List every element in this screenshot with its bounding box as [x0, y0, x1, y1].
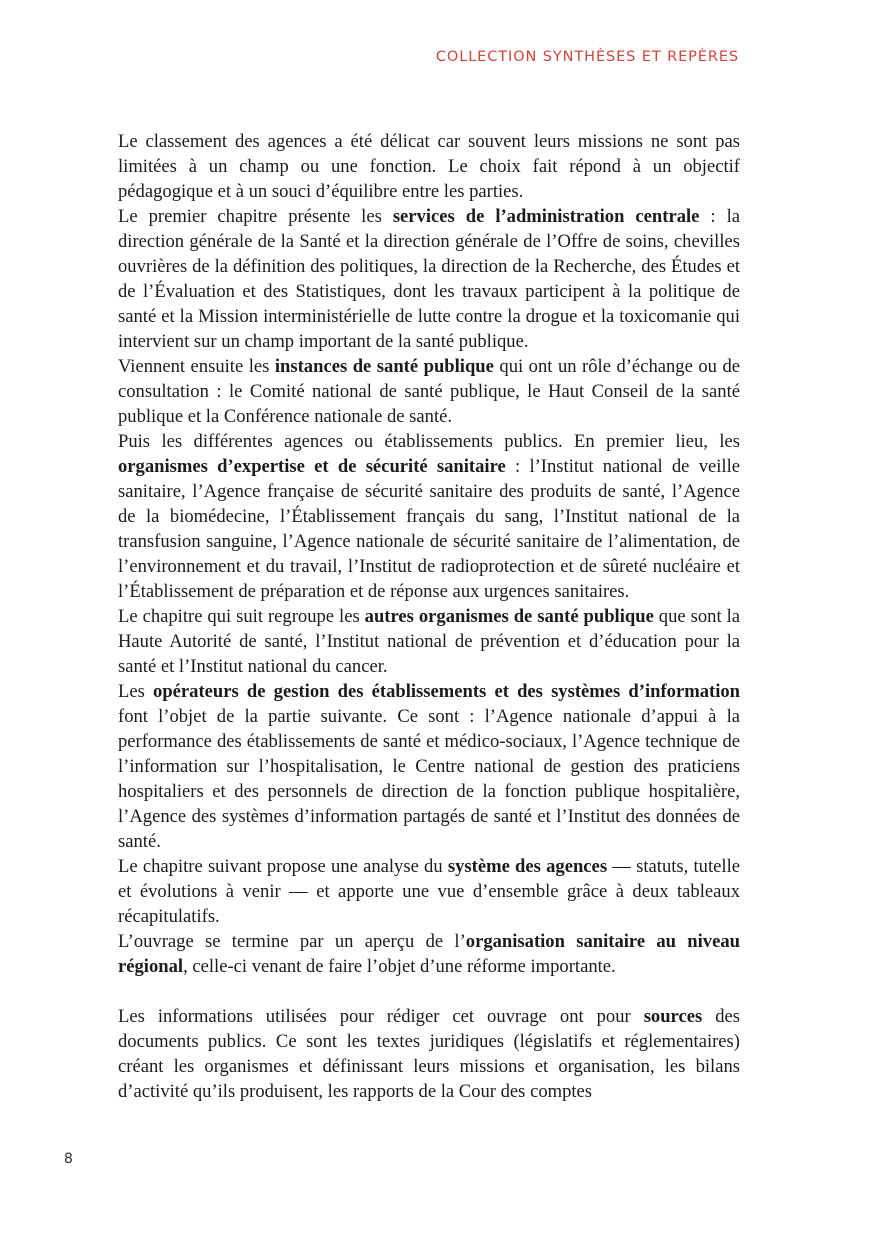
paragraph-1-text: Le classement des agences a été délicat car souvent leurs missions ne sont pas limitées à un champ ou une fonction. Le choix fait répond à un objectif pédagogique et à un souci d’équilibre entre les parties.	[118, 131, 740, 202]
paragraph-5-pre: Le chapitre qui suit regroupe les	[118, 606, 365, 627]
paragraph-6-pre: Les	[118, 681, 154, 702]
body-text	[118, 129, 740, 1104]
paragraph-6-bold: opérateurs de gestion des établissements et des systèmes d’information	[153, 681, 740, 702]
paragraph-1	[118, 129, 740, 204]
paragraph-8-post: , celle-ci venant de faire l’objet d’une réforme importante.	[183, 956, 616, 977]
paragraph-6	[118, 679, 740, 854]
paragraph-8-pre: L’ouvrage se termine par un aperçu de l’	[118, 931, 466, 952]
paragraph-3-bold: instances de santé publique	[274, 356, 494, 377]
paragraph-7-pre: Le chapitre suivant propose une analyse du	[118, 856, 448, 877]
paragraph-8	[118, 929, 740, 979]
paragraph-7-post: — statuts, tutelle et évolutions à venir — et apporte une vue d’ensemble grâce à deux tableaux récapitulatifs.	[118, 856, 740, 927]
paragraph-5-post: que sont la Haute Autorité de santé, l’Institut national de prévention et d’éducation pour la santé et l’Institut national du cancer.	[118, 606, 740, 677]
paragraph-3-pre: Viennent ensuite les	[118, 356, 275, 377]
paragraph-2-pre: Le premier chapitre présente les	[118, 206, 393, 227]
paragraph-7-bold: système des agences	[447, 856, 608, 877]
paragraph-4-post: : l’Institut national de veille sanitaire, l’Agence française de sécurité sanitaire des produits de santé, l’Agence de la biomédecine, l’Établissement français du sang, l’Institut national de la transfusion sanguine, l’Agence nationale de sécurité sanitaire de l’alimentation, de l’environnement et du travail, l’Institut de radioprotection et de sûreté nucléaire et l’Établissement de préparation et de réponse aux urgences sanitaires.	[118, 456, 740, 602]
paragraph-2	[118, 204, 740, 354]
page-number: 8	[64, 1151, 73, 1167]
paragraph-9-pre: Les informations utilisées pour rédiger cet ouvrage ont pour	[118, 1006, 644, 1027]
paragraph-8-bold: organisation sanitaire au niveau régional	[118, 931, 740, 977]
paragraph-2-bold: services de l’administration centrale	[392, 206, 700, 227]
paragraph-3-post: qui ont un rôle d’échange ou de consultation : le Comité national de santé publique, le Haut Conseil de la santé publique et la Conférence nationale de santé.	[118, 356, 740, 427]
paragraph-4	[118, 429, 740, 604]
paragraph-6-post: font l’objet de la partie suivante. Ce sont : l’Agence nationale d’appui à la performance des établissements de santé et médico-sociaux, l’Agence technique de l’information sur l’hospitalisation, le Centre national de gestion des praticiens hospitaliers et des personnels de direction de la fonction publique hospitalière, l’Agence des systèmes d’information partagés de santé et l’Institut des données de santé.	[118, 706, 740, 852]
paragraph-3	[118, 354, 740, 429]
paragraph-4-bold: organismes d’expertise et de sécurité sanitaire	[118, 456, 506, 477]
paragraph-9-bold: sources	[643, 1006, 703, 1027]
paragraph-7	[118, 854, 740, 929]
paragraph-5-bold: autres organismes de santé publique	[364, 606, 654, 627]
paragraph-4-pre: Puis les différentes agences ou établissements publics. En premier lieu, les	[118, 431, 740, 452]
paragraph-9	[118, 1004, 740, 1104]
collection-header: COLLECTION SYNTHÈSES ET REPÈRES	[435, 49, 739, 65]
paragraph-9-post: des documents publics. Ce sont les textes juridiques (législatifs et réglementaires) créant les organismes et définissant leurs missions et organisation, les bilans d’activité qu’ils produisent, les rapports de la Cour des comptes	[118, 1006, 740, 1102]
paragraph-2-post: : la direction générale de la Santé et la direction générale de l’Offre de soins, chevilles ouvrières de la définition des politiques, la direction de la Recherche, des Études et de l’Évaluation et des Statistiques, dont les travaux participent à la politique de santé et la Mission interministérielle de lutte contre la drogue et la toxicomanie qui intervient sur un champ important de la santé publique.	[118, 206, 740, 352]
paragraph-5	[118, 604, 740, 679]
